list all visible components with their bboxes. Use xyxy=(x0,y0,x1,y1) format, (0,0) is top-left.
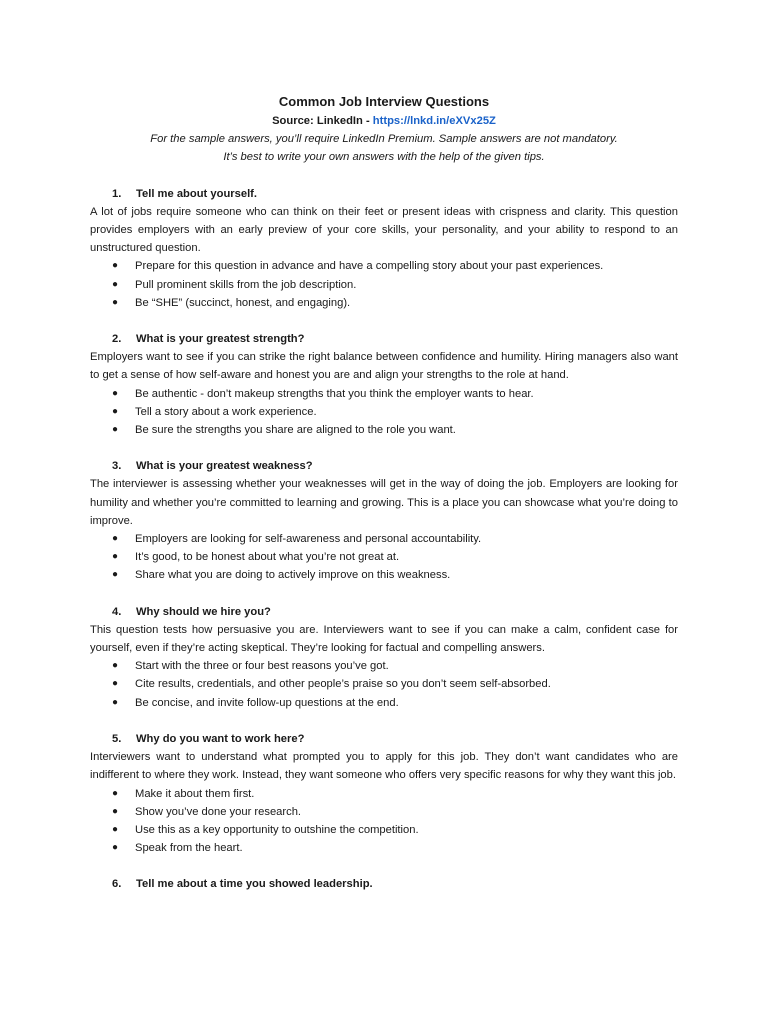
tip-text: Be authentic - don’t makeup strengths that you think the employer wants to hear. xyxy=(135,387,534,400)
tips-list xyxy=(90,657,678,712)
bullet-icon: ● xyxy=(112,278,119,290)
tip-text: Prepare for this question in advance and have a compelling story about your past experiences. xyxy=(135,260,604,273)
tip-item xyxy=(90,694,678,712)
question-number: 1. xyxy=(112,187,122,200)
questions-list xyxy=(90,167,678,894)
document-title: Common Job Interview Questions xyxy=(278,94,490,109)
tip-text: Tell a story about a work experience. xyxy=(135,405,317,418)
tip-item xyxy=(90,657,678,675)
tip-text: Share what you are doing to actively improve on this weakness. xyxy=(135,569,451,582)
question-number: 5. xyxy=(112,732,122,745)
bullet-icon: ● xyxy=(112,533,119,545)
section-spacer xyxy=(90,712,678,730)
tip-text: Be concise, and invite follow-up questions at the end. xyxy=(135,696,399,709)
tip-item xyxy=(90,385,678,403)
tips-list xyxy=(90,785,678,858)
question-explanation: Employers want to see if you can strike the right balance between confidence and humility. Hiring managers also want to get a sense of how self-aware and honest you are and align your strengths to the role at hand. xyxy=(90,351,678,382)
tips-list xyxy=(90,530,678,585)
question-section xyxy=(90,330,678,439)
tip-text: Make it about them first. xyxy=(135,787,255,800)
question-explanation: This question tests how persuasive you are. Interviewers want to see if you can make a calm, confident case for yourself, even if they’re acting skeptical. They’re looking for factual and compelling answers. xyxy=(90,623,678,655)
tip-item xyxy=(90,257,678,275)
tip-item xyxy=(90,294,678,312)
tip-text: Cite results, credentials, and other people’s praise so you don’t seem self-absorbed. xyxy=(135,678,551,691)
section-spacer xyxy=(90,585,678,603)
question-number: 3. xyxy=(112,460,122,473)
question-heading xyxy=(90,330,678,348)
tip-text: Pull prominent skills from the job description. xyxy=(135,278,357,291)
question-section xyxy=(90,730,678,857)
question-title: Tell me about a time you showed leadership. xyxy=(136,878,373,891)
tip-item xyxy=(90,276,678,294)
bullet-icon: ● xyxy=(112,405,119,417)
question-section xyxy=(90,457,678,584)
tip-text: Be sure the strengths you share are aligned to the role you want. xyxy=(135,424,456,437)
tip-text: Use this as a key opportunity to outshine the competition. xyxy=(135,823,419,836)
bullet-icon: ● xyxy=(112,387,119,399)
tip-text: Be “SHE” (succinct, honest, and engaging). xyxy=(135,296,351,309)
bullet-icon: ● xyxy=(112,296,119,308)
document-page xyxy=(90,92,678,894)
bullet-icon: ● xyxy=(112,569,119,581)
question-title: Tell me about yourself. xyxy=(136,187,258,200)
question-explanation: A lot of jobs require someone who can think on their feet or present ideas with crispness and clarity. This question provides employers with an early preview of your core skills, your personality, and your ability to respond to an unstructured question. xyxy=(90,205,678,255)
section-spacer xyxy=(90,857,678,875)
source-label: Source: LinkedIn - xyxy=(272,115,373,127)
bullet-icon: ● xyxy=(112,551,119,563)
question-heading xyxy=(90,185,678,203)
bullet-icon: ● xyxy=(112,678,119,690)
question-heading xyxy=(90,457,678,475)
tip-item xyxy=(90,421,678,439)
bullet-icon: ● xyxy=(112,696,119,708)
question-title: Why should we hire you? xyxy=(136,605,271,618)
tip-item xyxy=(90,839,678,857)
question-section xyxy=(90,875,678,893)
tip-text: Start with the three or four best reasons you’ve got. xyxy=(135,660,389,673)
bullet-icon: ● xyxy=(112,260,119,272)
question-title: What is your greatest strength? xyxy=(136,333,305,346)
question-title: What is your greatest weakness? xyxy=(136,460,313,473)
bullet-icon: ● xyxy=(112,842,119,854)
tip-item xyxy=(90,675,678,693)
bullet-icon: ● xyxy=(112,823,119,835)
tip-item xyxy=(90,803,678,821)
question-section xyxy=(90,603,678,712)
tips-list xyxy=(90,257,678,312)
bullet-icon: ● xyxy=(112,805,119,817)
question-title: Why do you want to work here? xyxy=(136,732,305,745)
tip-text: Show you’ve done your research. xyxy=(135,805,302,818)
tips-list xyxy=(90,385,678,440)
tip-item xyxy=(90,548,678,566)
question-number: 4. xyxy=(112,605,122,618)
question-section xyxy=(90,185,678,312)
tip-item xyxy=(90,566,678,584)
question-explanation: Interviewers want to understand what prompted you to apply for this job. They don’t want candidates who are indifferent to where they work. Instead, they want someone who offers very specific reasons for why they want this job. xyxy=(90,751,678,782)
question-explanation: The interviewer is assessing whether your weaknesses will get in the way of doing the job. Employers are looking for humility and whether you’re committed to learning and growing. This is a place you can showcase what you’re doing to improve. xyxy=(90,478,678,527)
note-line-2: It’s best to write your own answers with the help of the given tips. xyxy=(223,151,545,164)
tip-text: It’s good, to be honest about what you’re not great at. xyxy=(135,551,400,564)
question-heading xyxy=(90,603,678,621)
question-heading xyxy=(90,875,678,893)
question-heading xyxy=(90,730,678,748)
tip-text: Speak from the heart. xyxy=(135,842,243,855)
bullet-icon: ● xyxy=(112,787,119,799)
tip-item xyxy=(90,785,678,803)
tip-item xyxy=(90,821,678,839)
section-spacer xyxy=(90,167,678,185)
source-line xyxy=(90,112,678,130)
section-spacer xyxy=(90,439,678,457)
bullet-icon: ● xyxy=(112,660,119,672)
bullet-icon: ● xyxy=(112,424,119,436)
tip-item xyxy=(90,403,678,421)
tip-item xyxy=(90,530,678,548)
question-number: 2. xyxy=(112,333,122,346)
source-link[interactable]: https://lnkd.in/eXVx25Z xyxy=(372,115,496,127)
question-number: 6. xyxy=(112,878,122,891)
tip-text: Employers are looking for self-awareness and personal accountability. xyxy=(135,533,482,546)
note-line-1: For the sample answers, you’ll require LinkedIn Premium. Sample answers are not mandatory. xyxy=(150,133,618,146)
section-spacer xyxy=(90,312,678,330)
